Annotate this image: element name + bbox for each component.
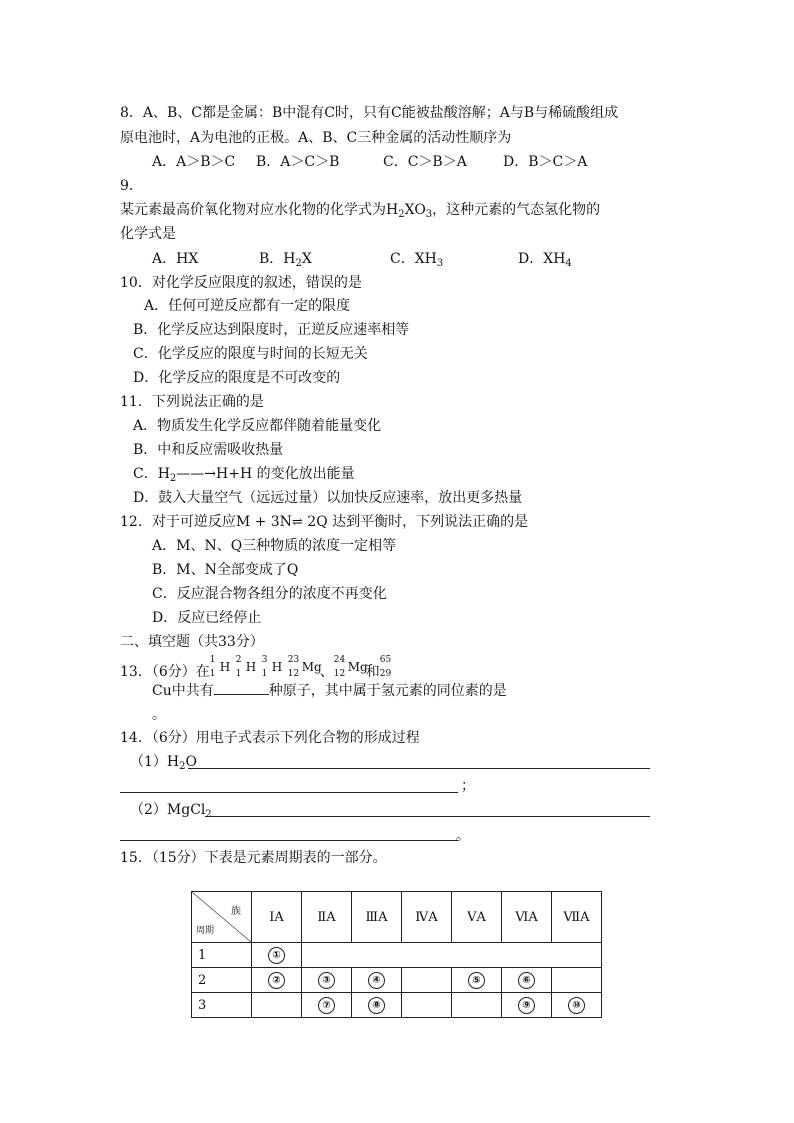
q13-line1: 13．（6分）在 1 1 H 2 1 H 3 1 H 23 12 Mg 、 24 12 Mg 和 65 29 — [120, 656, 396, 682]
q14-part1-label: $(1)H_2O$ — [130, 754, 197, 772]
q9-option-d: D．$XH_4$ — [518, 251, 572, 269]
q12-option-c: C．反应混合物各组分的浓度不再变化 — [152, 586, 387, 602]
element-cell — [452, 993, 502, 1018]
element-cell — [252, 943, 302, 968]
q9-option-c: C．$XH_3$ — [390, 251, 444, 269]
corner-cell — [192, 892, 252, 943]
circled-number: ⑦ — [318, 997, 335, 1014]
q14-part1-end: ； — [461, 778, 475, 794]
element-cell — [252, 968, 302, 993]
circled-number: ④ — [368, 972, 385, 989]
q10-option-a: A．任何可逆反应都有一定的限度 — [144, 298, 351, 314]
isotope-cu65: 65 29 — [379, 655, 392, 679]
q13-blank-1[interactable] — [214, 680, 269, 695]
table-row — [192, 993, 602, 1018]
table-row — [192, 968, 602, 993]
circled-number: ① — [268, 947, 285, 964]
element-cell — [552, 993, 602, 1018]
element-cell — [502, 993, 552, 1018]
q15-stem: 15．（15分）下表是元素周期表的一部分。 — [120, 850, 387, 866]
period-label: 1 — [192, 943, 252, 968]
circled-number: ⑥ — [518, 972, 535, 989]
q12-option-a: A．M、N、Q三种物质的浓度一定相等 — [152, 538, 397, 554]
reversible-arrow-icon: ⇌ — [291, 515, 303, 530]
circled-number: ⑤ — [468, 972, 485, 989]
isotope-mg24: 24 12 Mg — [333, 655, 368, 679]
q8-option-d: D．B＞C＞A — [503, 154, 588, 170]
element-cell — [302, 993, 352, 1018]
empty-span-cell — [302, 943, 602, 968]
element-cell — [502, 968, 552, 993]
element-cell — [302, 968, 352, 993]
periodic-table — [191, 891, 602, 1018]
q11-stem: 11．下列说法正确的是 — [120, 394, 264, 410]
section-title: 二、填空题（共33分） — [120, 634, 264, 650]
q14-part2-end: 。 — [456, 828, 470, 844]
q8-stem-line1: 8．A、B、C都是金属：B中混有C时，只有C能被盐酸溶解；A与B与稀硫酸组成 — [120, 105, 619, 121]
isotope-h3: 3 1 H — [261, 655, 283, 679]
q9-stem-line2: 化学式是 — [120, 226, 176, 242]
q8-option-c: C．C＞B＞A — [383, 154, 467, 170]
group-header: ⅢA — [352, 892, 402, 943]
group-header: ⅣA — [402, 892, 452, 943]
q11-option-d: D．鼓入大量空气（远远过量）以加快反应速率，放出更多热量 — [133, 490, 523, 506]
element-cell — [252, 993, 302, 1018]
circled-number: ③ — [318, 972, 335, 989]
q8-stem-line2: 原电池时，A为电池的正极。A、B、C三种金属的活动性顺序为 — [120, 130, 512, 146]
circled-number: ⑨ — [518, 997, 535, 1014]
q13-line2: Cu中共有 种原子，其中属于氢元素的同位素的是 — [152, 680, 507, 701]
q14-part2-answer-line-1[interactable] — [205, 816, 650, 817]
q9-number: 9. — [120, 178, 134, 194]
isotope-h2: 2 1 H — [235, 655, 257, 679]
group-header: ⅥA — [502, 892, 552, 943]
q10-option-b: B．化学反应达到限度时，正逆反应速率相等 — [133, 322, 410, 338]
element-cell — [452, 968, 502, 993]
isotope-mg23: 23 12 Mg — [287, 655, 322, 679]
circled-number: ⑧ — [368, 997, 385, 1014]
q10-option-c: C．化学反应的限度与时间的长短无关 — [133, 346, 368, 362]
q11-option-c: C．$H_2——\to H+H$ 的变化放出能量 — [133, 466, 355, 484]
group-header: ⅡA — [302, 892, 352, 943]
corner-group-label: 族 — [231, 906, 241, 917]
q9-option-a: A．HX — [152, 251, 199, 267]
q11-option-a: A．物质发生化学反应都伴随着能量变化 — [133, 418, 382, 434]
q8-option-b: B．A＞C＞B — [256, 154, 340, 170]
q14-part1-answer-line-2[interactable] — [120, 792, 458, 793]
element-cell — [402, 968, 452, 993]
q14-part2-answer-line-2[interactable] — [120, 840, 458, 841]
q12-stem: 12．对于可逆反应M + 3N⇌ 2Q 达到平衡时，下列说法正确的是 — [120, 514, 529, 530]
table-row — [192, 943, 602, 968]
q11-option-b: B．中和反应需吸收热量 — [133, 442, 284, 458]
group-header: ⅦA — [552, 892, 602, 943]
group-header: ⅤA — [452, 892, 502, 943]
isotope-h1: 1 1 H — [209, 655, 231, 679]
period-label: 2 — [192, 968, 252, 993]
element-cell — [402, 993, 452, 1018]
period-label: 3 — [192, 993, 252, 1018]
corner-period-label: 周期 — [196, 926, 215, 936]
q10-option-d: D．化学反应的限度是不可改变的 — [133, 370, 341, 386]
q9-option-b: B．$H_2X$ — [259, 251, 312, 269]
element-cell — [552, 968, 602, 993]
q14-part2-label: （2）MgCl$_2$ — [130, 802, 212, 820]
element-cell — [352, 993, 402, 1018]
q12-option-b: B．M、N全部变成了Q — [152, 562, 299, 578]
q12-option-d: D．反应已经停止 — [152, 610, 262, 626]
q9-stem-line1: 某元素最高价氧化物对应水化物的化学式为$H_2XO_3$，这种元素的气态氢化物的 — [120, 202, 601, 220]
q14-part1-answer-line-1[interactable] — [188, 768, 650, 769]
element-cell — [352, 968, 402, 993]
q10-stem: 10．对化学反应限度的叙述，错误的是 — [120, 275, 362, 291]
table-header-row — [192, 892, 602, 943]
q14-stem: 14．（6分）用电子式表示下列化合物的形成过程 — [120, 730, 420, 746]
q13-line3: 。 — [152, 707, 166, 723]
circled-number: ② — [268, 972, 285, 989]
group-header: ⅠA — [252, 892, 302, 943]
q8-option-a: A．A＞B＞C — [152, 154, 236, 170]
circled-number: ⑩ — [568, 997, 585, 1014]
